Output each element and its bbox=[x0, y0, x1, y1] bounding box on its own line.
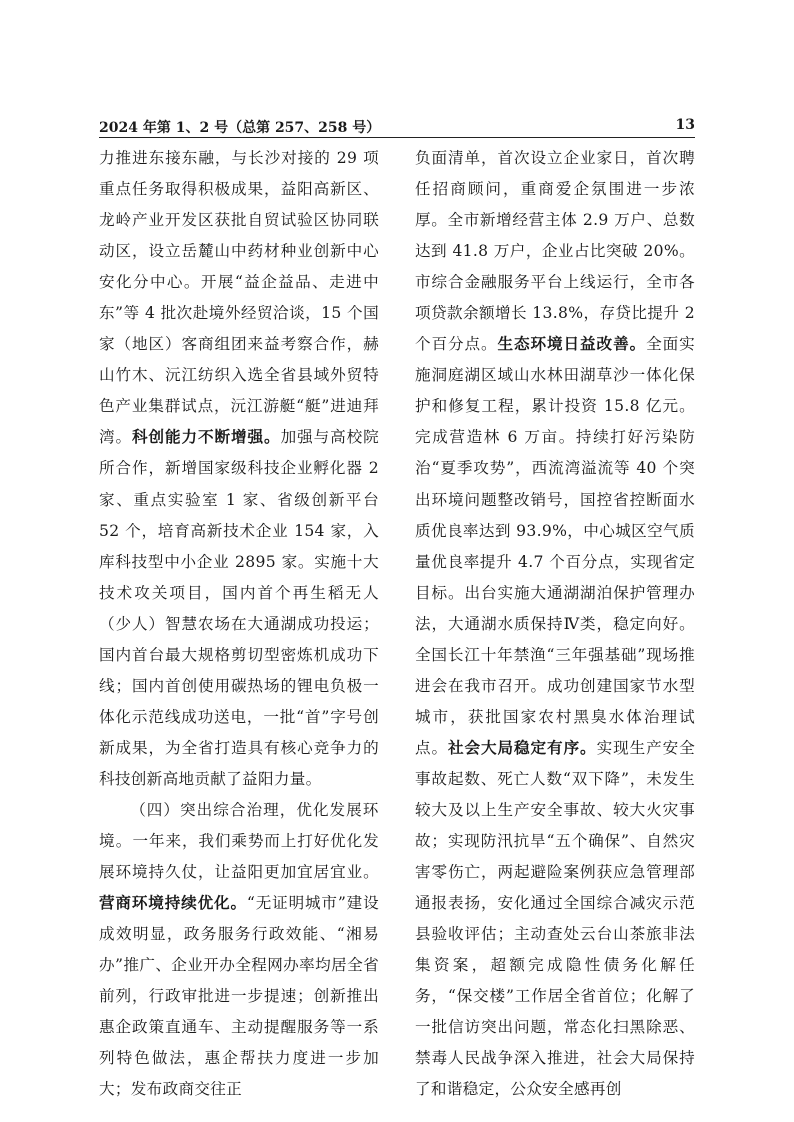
body-text: 加强与高校院所合作，新增国家级科技企业孵化器 2 家、重点实验室 1 家、省级创新平台 52 个，培育高新技术企业 154 家，入库科技型中小企业 2895 家。实施十大技术攻关项目，国内首个再生稻无人（少人）智慧农场在大通湖成功投运；国内首台最大规格剪切型密炼机成功下线；国内首创使用碳热场的锂电负极一体化示范线成功送电，一批“首”字号创新成果，为全省打造具有核心竞争力的科技创新高地贡献了益阳力量。 bbox=[99, 428, 379, 788]
right-column bbox=[415, 143, 695, 1099]
body-text: 力推进东接东融，与长沙对接的 29 项重点任务取得积极成果，益阳高新区、龙岭产业开发区获批自贸试验区协同联动区，设立岳麓山中药材种业创新中心安化分中心。开展“益企益品、走进中东”等 4 批次赴境外经贸洽谈，15 个国家（地区）客商组团来益考察合作，赫山竹木、沅江纺织入选全省县域外贸特色产业集群试点，沅江游艇“艇”进迪拜湾。 bbox=[99, 149, 379, 447]
section-bold-heading: 科创能力不断增强。 bbox=[132, 428, 281, 447]
page-number: 13 bbox=[675, 117, 695, 133]
paragraph bbox=[99, 143, 379, 795]
paragraph bbox=[415, 143, 695, 1105]
body-text: 负面清单，首次设立企业家日，首次聘任招商顾问，重商爱企氛围进一步浓厚。全市新增经营主体 2.9 万户、总数达到 41.8 万户，企业占比突破 20%。市综合金融服务平台上线运行，全市各项贷款余额增长 13.8%，存贷比提升 2 个百分点。 bbox=[415, 149, 695, 354]
header-rule bbox=[99, 137, 695, 138]
page-header bbox=[99, 117, 695, 139]
section-heading: （四）突出综合治理，优化发展环境。 bbox=[99, 800, 379, 851]
body-text: “无证明城市”建设成效明显，政务服务行政效能、“湘易办”推广、企业开办全程网办率均居全省前列，行政审批进一步提速；创新推出惠企政策直通车、主动提醒服务等一系列特色做法，惠企帮扶力度进一步加大；发布政商交往正 bbox=[99, 894, 379, 1099]
section-bold-heading: 营商环境持续优化。 bbox=[99, 894, 247, 913]
paragraph bbox=[99, 795, 379, 1105]
body-text: 一年来，我们乘势而上打好优化发展环境持久仗，让益阳更加宜居宜业。 bbox=[99, 832, 379, 882]
issue-label: 2024 年第 1、2 号（总第 257、258 号） bbox=[99, 120, 381, 136]
section-bold-heading: 生态环境日益改善。 bbox=[497, 335, 647, 354]
left-column bbox=[99, 143, 379, 1099]
body-text: 全面实施洞庭湖区域山水林田湖草沙一体化保护和修复工程，累计投资 15.8 亿元。完成营造林 6 万亩。持续打好污染防治“夏季攻势”，西流湾溢流等 40 个突出环境问题整改销号，国控省控断面水质优良率达到 93.9%，中心城区空气质量优良率提升 4.7 个百分点，实现省定目标。出台实施大通湖湖泊保护管理办法，大通湖水质保持Ⅳ类，稳定向好。全国长江十年禁渔“三年强基础”现场推进会在我市召开。成功创建国家节水型城市，获批国家农村黑臭水体治理试点。 bbox=[415, 335, 695, 757]
section-bold-heading: 社会大局稳定有序。 bbox=[448, 738, 597, 757]
body-text: 实现生产安全事故起数、死亡人数“双下降”，未发生较大及以上生产安全事故、较大火灾事故；实现防汛抗旱“五个确保”、自然灾害零伤亡，两起避险案例获应急管理部通报表扬，安化通过全国综合减灾示范县验收评估；主动查处云台山茶旅非法集资案，超额完成隐性债务化解任务，“保交楼”工作居全省首位；化解了一批信访突出问题，常态化扫黑除恶、禁毒人民战争深入推进，社会大局保持了和谐稳定，公众安全感再创 bbox=[415, 738, 695, 1099]
